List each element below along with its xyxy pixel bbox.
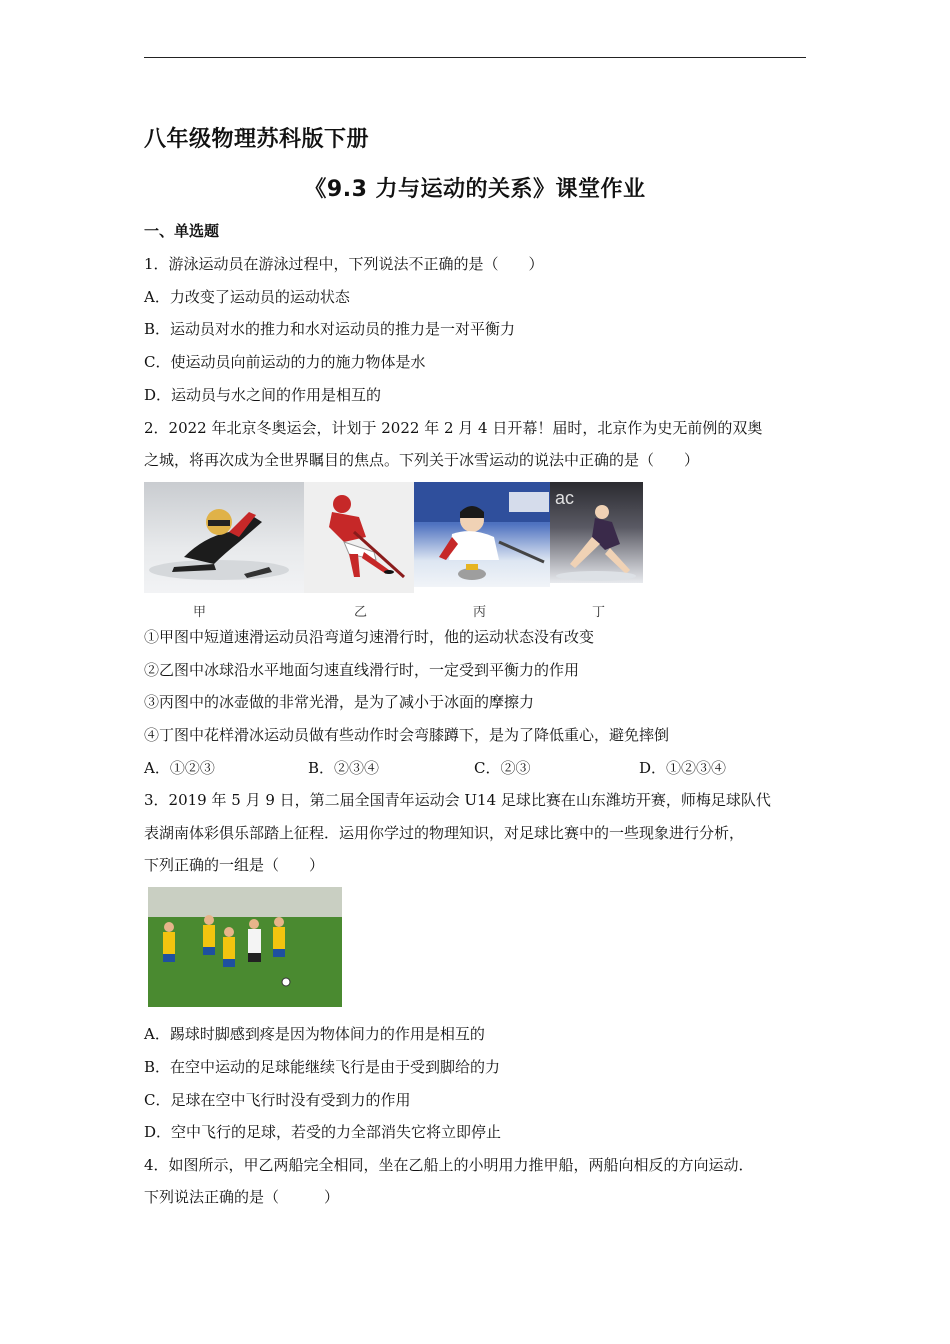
q4-stem-line2: 下列说法正确的是（ ）	[144, 1188, 340, 1206]
image-yi-ice-hockey	[304, 482, 414, 593]
q3-option-d: D．空中飞行的足球，若受的力全部消失它将立即停止	[144, 1123, 502, 1141]
image-football-match	[148, 887, 342, 1007]
svg-text:ac: ac	[555, 488, 575, 508]
q2-stem-line1: 2．2022 年北京冬奥运会，计划于 2022 年 2 月 4 日开幕！届时，北京作为史无前例的双奥	[144, 419, 763, 437]
q4-stem-line1: 4．如图所示，甲乙两船完全相同，坐在乙船上的小明用力推甲船，两船向相反的方向运动．	[144, 1156, 754, 1174]
document-title: 八年级物理苏科版下册	[144, 127, 370, 152]
q2-option-b: B．②③④	[308, 759, 380, 777]
q1-option-c: C．使运动员向前运动的力的施力物体是水	[144, 353, 426, 371]
caption-jia: 甲	[193, 605, 207, 620]
q2-stem-line2: 之城，将再次成为全世界瞩目的焦点。下列关于冰雪运动的说法中正确的是（ ）	[144, 451, 700, 469]
q3-stem-line2: 表湖南体彩俱乐部踏上征程．运用你学过的物理知识，对足球比赛中的一些现象进行分析，	[144, 824, 745, 842]
q3-option-c: C．足球在空中飞行时没有受到力的作用	[144, 1091, 411, 1109]
q2-statement-4: ④丁图中花样滑冰运动员做有些动作时会弯膝蹲下，是为了降低重心，避免摔倒	[144, 726, 670, 744]
q1-stem: 1．游泳运动员在游泳过程中，下列说法不正确的是（ ）	[144, 255, 544, 273]
q1-option-b: B．运动员对水的推力和水对运动员的推力是一对平衡力	[144, 320, 516, 338]
section-heading: 一、单选题	[144, 222, 220, 240]
q2-option-d: D．①②③④	[639, 759, 727, 777]
image-ding-figure-skater	[550, 482, 643, 583]
q2-statement-3: ③丙图中的冰壶做的非常光滑，是为了减小于冰面的摩擦力	[144, 693, 535, 711]
q1-option-d: D．运动员与水之间的作用是相互的	[144, 386, 382, 404]
q1-option-a: A．力改变了运动员的运动状态	[144, 288, 350, 306]
q3-option-b: B．在空中运动的足球能继续飞行是由于受到脚给的力	[144, 1058, 501, 1076]
q2-statement-2: ②乙图中冰球沿水平地面匀速直线滑行时，一定受到平衡力的作用	[144, 661, 580, 679]
q3-stem-line1: 3．2019 年 5 月 9 日，第二届全国青年运动会 U14 足球比赛在山东潍坊开赛，师梅足球队代	[144, 791, 771, 809]
q3-option-a: A．踢球时脚感到疼是因为物体间力的作用是相互的	[144, 1025, 485, 1043]
q2-option-c: C．②③	[474, 759, 531, 777]
caption-yi: 乙	[354, 605, 368, 620]
image-bing-curling	[414, 482, 550, 587]
image-jia-speed-skater	[144, 482, 304, 593]
q3-stem-line3: 下列正确的一组是（ ）	[144, 856, 325, 874]
q2-statement-1: ①甲图中短道速滑运动员沿弯道匀速滑行时，他的运动状态没有改变	[144, 628, 595, 646]
caption-bing: 丙	[473, 605, 487, 620]
header-rule	[144, 57, 806, 58]
q2-option-a: A．①②③	[144, 759, 215, 777]
document-subtitle: 《9.3 力与运动的关系》课堂作业	[304, 177, 646, 202]
caption-ding: 丁	[592, 605, 606, 620]
